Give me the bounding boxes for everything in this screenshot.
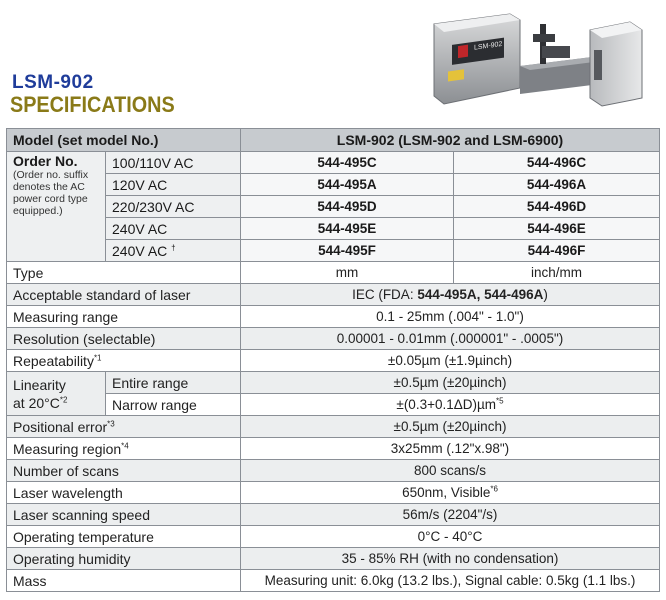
measuring-region-label: Measuring region xyxy=(13,440,122,457)
order-code-mm: 544-495F xyxy=(241,240,454,262)
laser-wavelength-value: 650nm, Visible xyxy=(402,485,491,500)
operating-humidity-row xyxy=(7,548,660,570)
measuring-region-value: 3x25mm (.12"x.98") xyxy=(241,438,660,460)
number-of-scans-row xyxy=(7,460,660,482)
order-voltage: 100/110V AC xyxy=(106,152,241,174)
resolution-row xyxy=(7,328,660,350)
scanning-speed-label: Laser scanning speed xyxy=(7,504,241,526)
section-title: SPECIFICATIONS xyxy=(10,92,175,117)
footnote-mark: *1 xyxy=(93,352,102,362)
dagger-mark: † xyxy=(171,242,176,252)
mass-row xyxy=(7,570,660,592)
footnote-mark: *3 xyxy=(107,418,115,428)
order-voltage: 120V AC xyxy=(106,174,241,196)
positional-error-row xyxy=(7,416,660,438)
linearity-temp-label: at 20°C xyxy=(13,394,60,411)
laser-standard-label: Acceptable standard of laser xyxy=(7,284,241,306)
scanning-speed-value: 56m/s (2204"/s) xyxy=(241,504,660,526)
type-label: Type xyxy=(7,262,241,284)
table-header-row xyxy=(7,129,660,152)
laser-wavelength-row xyxy=(7,482,660,504)
linearity-label-cell xyxy=(7,372,106,416)
laser-standard-codes: 544-495A, 544-496A xyxy=(417,287,544,302)
linearity-label: Linearity xyxy=(13,376,66,393)
device-image xyxy=(430,6,646,118)
laser-standard-row xyxy=(7,284,660,306)
footnote-mark: *6 xyxy=(490,484,498,494)
type-row xyxy=(7,262,660,284)
measuring-range-row xyxy=(7,306,660,328)
number-of-scans-label: Number of scans xyxy=(7,460,241,482)
mass-label: Mass xyxy=(7,570,241,592)
order-code-inch: 544-496E xyxy=(454,218,660,240)
footnote-mark: *5 xyxy=(496,396,504,406)
spec-table xyxy=(6,128,660,592)
order-code-mm: 544-495E xyxy=(241,218,454,240)
order-code-inch: 544-496D xyxy=(454,196,660,218)
order-row xyxy=(7,152,660,174)
laser-standard-value xyxy=(241,284,660,306)
order-voltage: 220/230V AC xyxy=(106,196,241,218)
repeatability-label: Repeatability xyxy=(13,352,94,369)
number-of-scans-value: 800 scans/s xyxy=(241,460,660,482)
mass-value: Measuring unit: 6.0kg (13.2 lbs.), Signal cable: 0.5kg (1.1 lbs.) xyxy=(241,570,660,592)
model-header-label: Model (set model No.) xyxy=(7,129,241,152)
repeatability-value: ±0.05µm (±1.9µinch) xyxy=(241,350,660,372)
order-code-mm: 544-495A xyxy=(241,174,454,196)
device-label: LSM-902 xyxy=(474,40,503,52)
linearity-entire-label: Entire range xyxy=(106,372,241,394)
operating-temperature-label: Operating temperature xyxy=(7,526,241,548)
order-code-mm: 544-495C xyxy=(241,152,454,174)
measuring-region-label-cell xyxy=(7,438,241,460)
linearity-narrow-value-cell xyxy=(241,394,660,416)
linearity-entire-row xyxy=(7,372,660,394)
footnote-mark: *4 xyxy=(121,440,129,450)
order-voltage: 240V AC xyxy=(106,218,241,240)
scanning-speed-row xyxy=(7,504,660,526)
operating-temperature-row xyxy=(7,526,660,548)
type-inch: inch/mm xyxy=(454,262,660,284)
repeatability-label-cell xyxy=(7,350,241,372)
footnote-mark: *2 xyxy=(59,394,68,404)
operating-humidity-value: 35 - 85% RH (with no condensation) xyxy=(241,548,660,570)
order-code-inch: 544-496A xyxy=(454,174,660,196)
resolution-label: Resolution (selectable) xyxy=(7,328,241,350)
order-note: (Order no. suffix denotes the AC power cord type equipped.) xyxy=(13,169,89,217)
product-title: LSM-902 xyxy=(12,72,94,93)
linearity-narrow-label: Narrow range xyxy=(106,394,241,416)
type-mm: mm xyxy=(241,262,454,284)
positional-error-value: ±0.5µm (±20µinch) xyxy=(241,416,660,438)
positional-error-label-cell xyxy=(7,416,241,438)
linearity-narrow-value: ±(0.3+0.1ΔD)µm xyxy=(396,397,497,412)
order-code-mm: 544-495D xyxy=(241,196,454,218)
linearity-entire-value: ±0.5µm (±20µinch) xyxy=(241,372,660,394)
laser-standard-suffix: ) xyxy=(543,287,548,302)
laser-standard-prefix: IEC (FDA: xyxy=(352,287,418,302)
measuring-range-label: Measuring range xyxy=(7,306,241,328)
resolution-value: 0.00001 - 0.01mm (.000001" - .0005") xyxy=(241,328,660,350)
laser-wavelength-label: Laser wavelength xyxy=(7,482,241,504)
laser-wavelength-value-cell xyxy=(241,482,660,504)
order-voltage: 240V AC xyxy=(112,242,168,259)
repeatability-row xyxy=(7,350,660,372)
order-label-cell xyxy=(7,152,106,262)
operating-humidity-label: Operating humidity xyxy=(7,548,241,570)
model-header-value: LSM-902 (LSM-902 and LSM-6900) xyxy=(241,129,660,152)
order-label: Order No. xyxy=(13,153,78,169)
order-code-inch: 544-496F xyxy=(454,240,660,262)
positional-error-label: Positional error xyxy=(13,418,108,435)
operating-temperature-value: 0°C - 40°C xyxy=(241,526,660,548)
order-voltage-cell xyxy=(106,240,241,262)
measuring-range-value: 0.1 - 25mm (.004" - 1.0") xyxy=(241,306,660,328)
measuring-region-row xyxy=(7,438,660,460)
order-code-inch: 544-496C xyxy=(454,152,660,174)
